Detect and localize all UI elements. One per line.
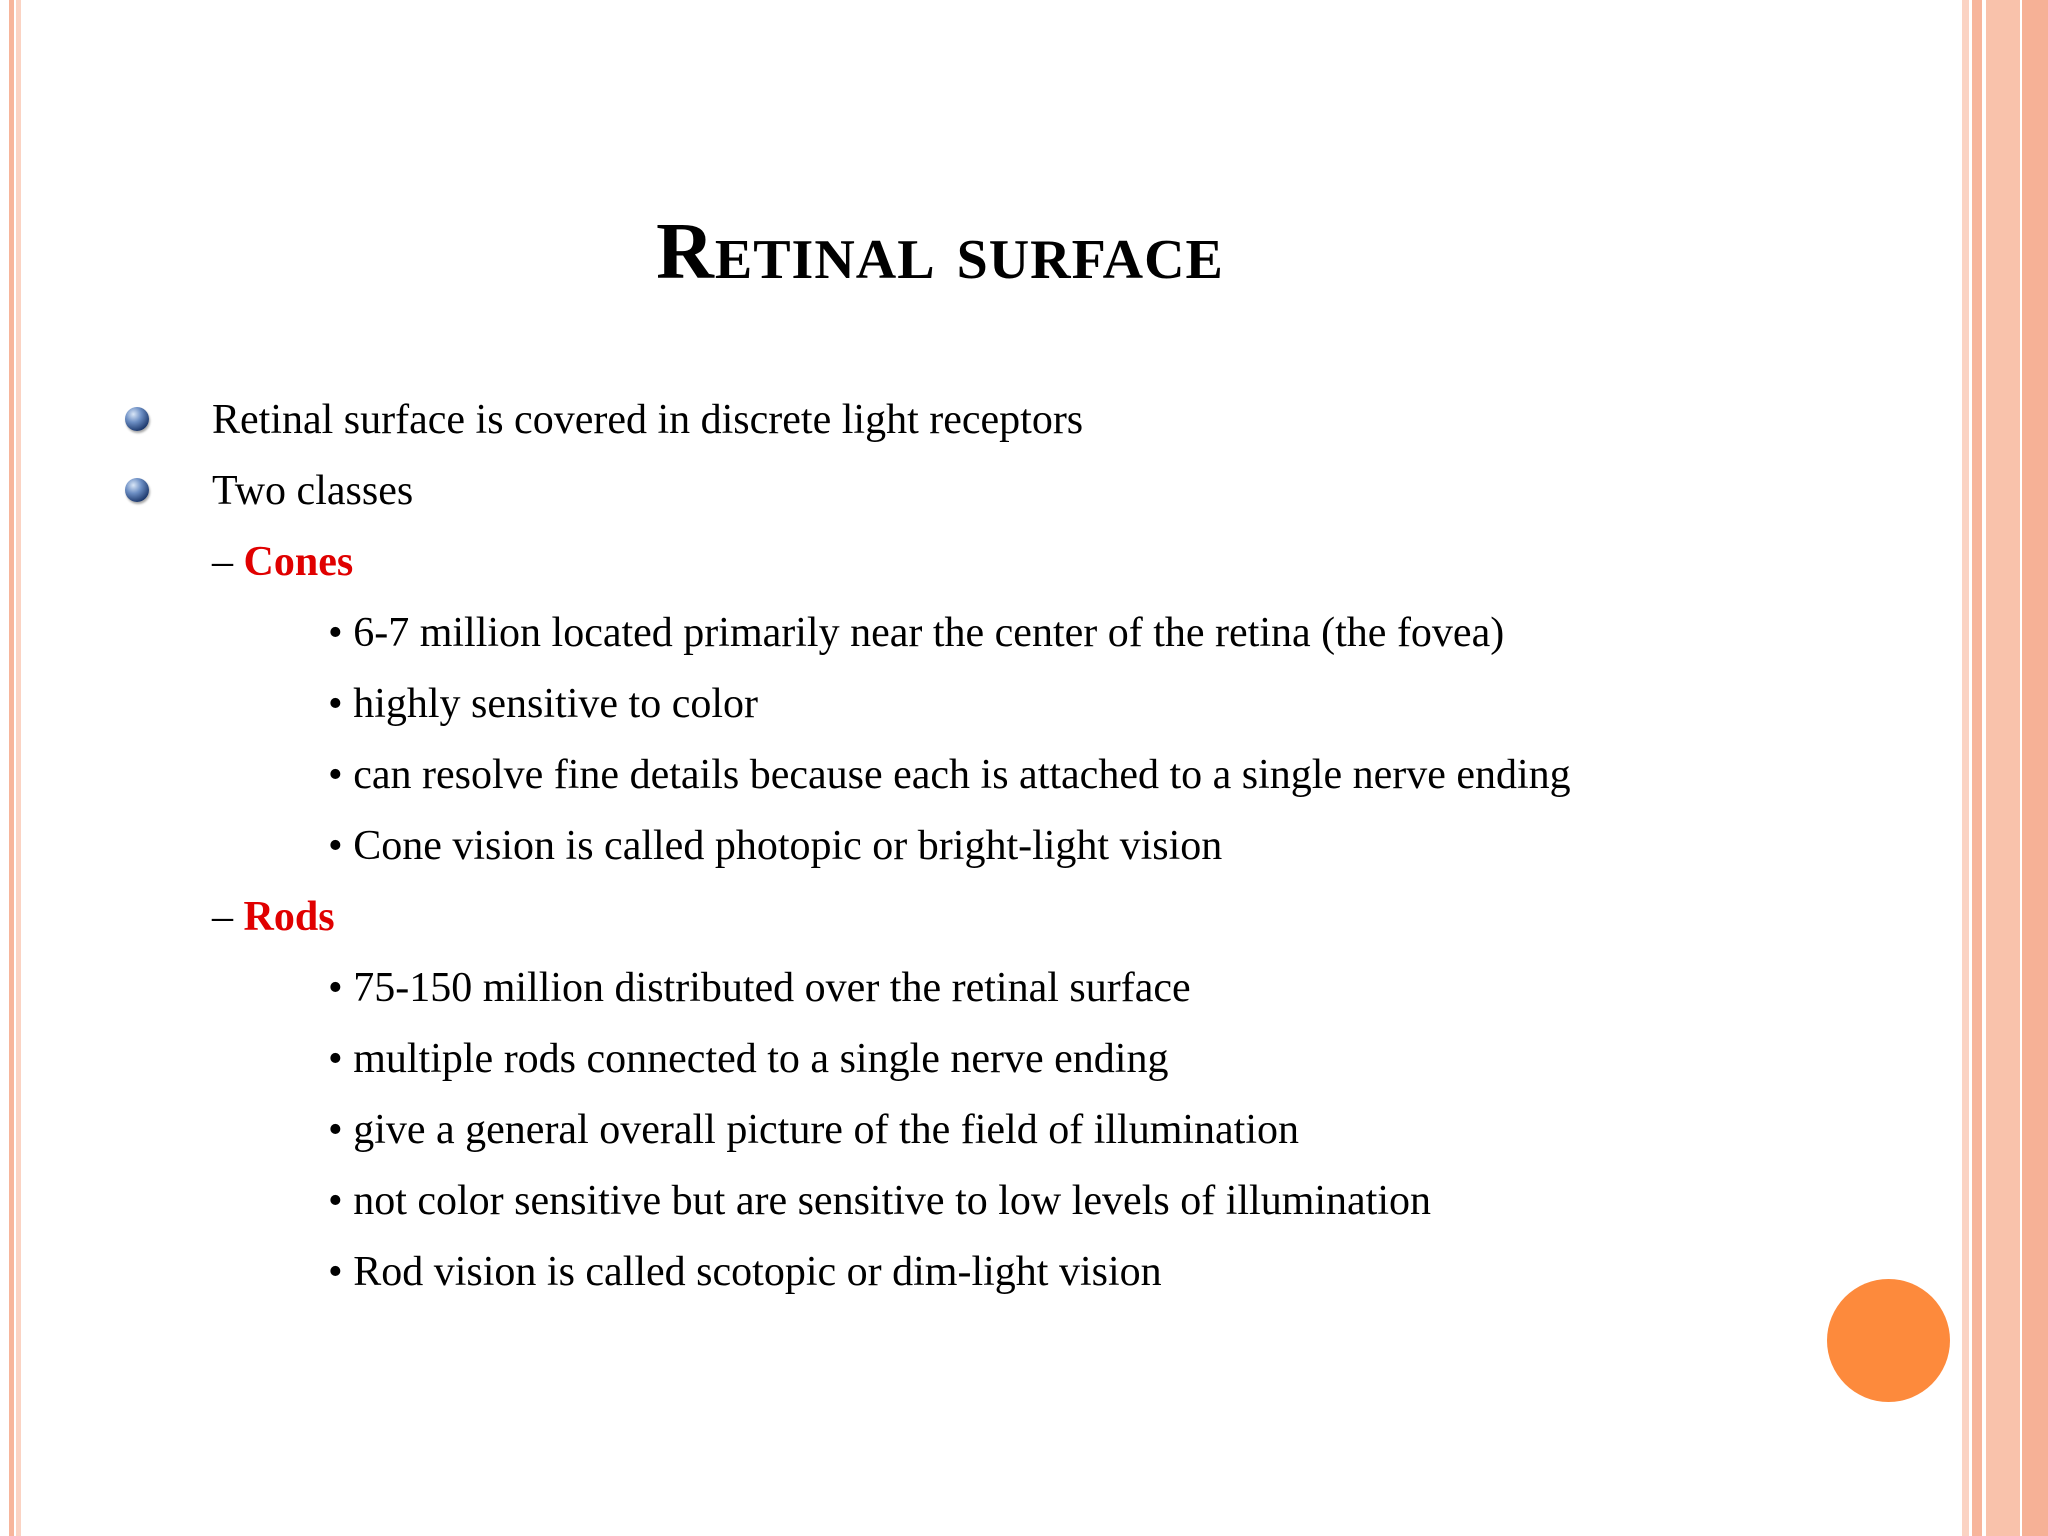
cones-item: • can resolve fine details because each is attached to a single nerve ending xyxy=(328,752,1571,798)
right-border-stripe-inner xyxy=(1962,0,1969,1536)
bullet-ball-icon xyxy=(125,478,149,502)
rods-item: • multiple rods connected to a single nerve ending xyxy=(328,1036,1169,1082)
rods-item: • Rod vision is called scotopic or dim-light vision xyxy=(328,1249,1162,1295)
rods-item: • give a general overall picture of the field of illumination xyxy=(328,1107,1300,1153)
dash: – xyxy=(212,894,244,940)
bullet-item: Retinal surface is covered in discrete light receptors xyxy=(212,397,1084,443)
orange-circle-decoration xyxy=(1827,1279,1950,1402)
rods-label: Rods xyxy=(243,894,335,940)
bullet-ball-icon xyxy=(125,407,149,431)
right-border-stripe xyxy=(1972,0,1982,1536)
cones-item: • Cone vision is called photopic or bright-light vision xyxy=(328,823,1223,869)
bullet-item: Two classes xyxy=(212,468,414,514)
subheading-cones xyxy=(212,537,353,587)
cones-label: Cones xyxy=(243,539,354,585)
cones-item: • 6-7 million located primarily near the center of the retina (the fovea) xyxy=(328,610,1505,656)
cones-item: • highly sensitive to color xyxy=(328,681,758,727)
slide-title: Retinal surface xyxy=(656,208,1224,296)
rods-item: • 75-150 million distributed over the retinal surface xyxy=(328,965,1191,1011)
right-border-stripe-outer xyxy=(2022,0,2048,1536)
right-border-stripe-wide xyxy=(1986,0,2020,1536)
rods-item: • not color sensitive but are sensitive to low levels of illumination xyxy=(328,1178,1432,1224)
dash: – xyxy=(212,539,244,585)
subheading-rods xyxy=(212,892,335,942)
